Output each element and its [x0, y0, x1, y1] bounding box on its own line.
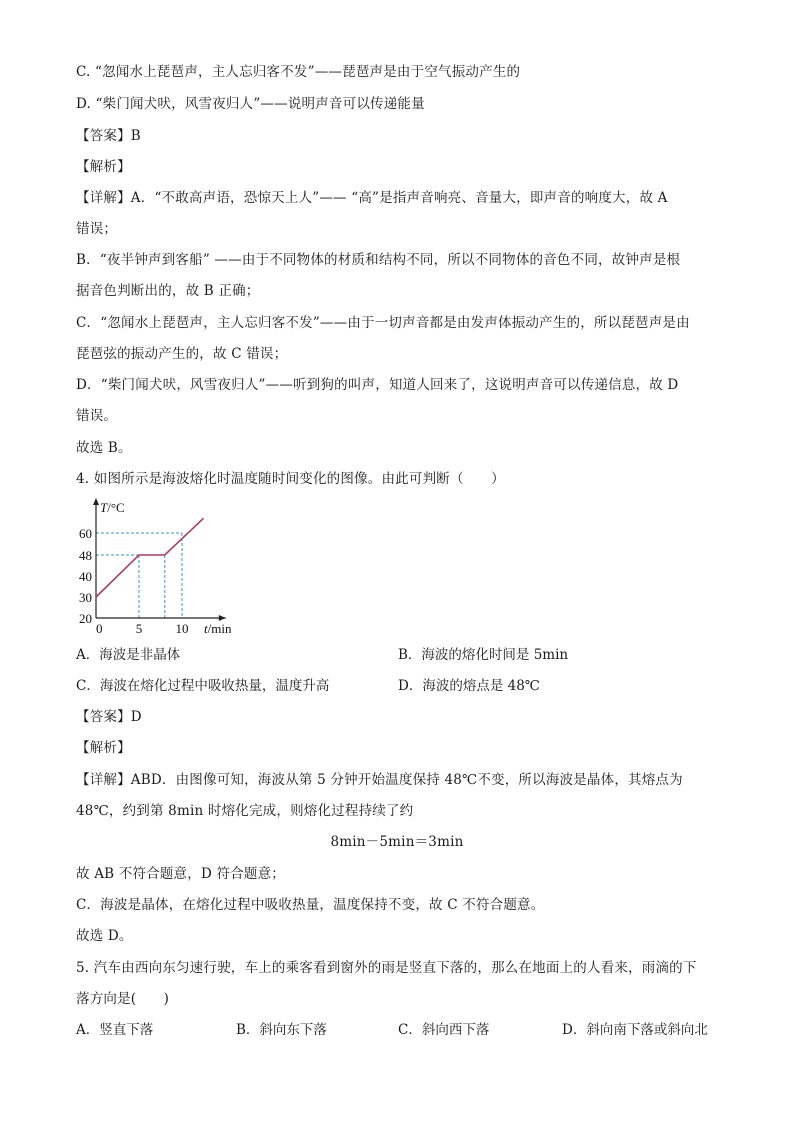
- q3-detail-line: 琵琶弦的振动产生的，故 C 错误；: [76, 346, 288, 362]
- q4-answer: 【答案】D: [76, 709, 142, 725]
- y-tick-label: 40: [79, 569, 92, 584]
- q3-detail-line: D．“柴门闻犬吠，风雪夜归人”——听到狗的叫声，知道人回来了，这说明声音可以传递信息，故 D: [76, 377, 679, 393]
- q4-detail-line: 48℃，约到第 8min 时熔化完成，则熔化过程持续了约: [76, 803, 414, 819]
- q3-analysis-heading: 【解析】: [76, 159, 131, 175]
- q4-detail-line: 【详解】ABD．由图像可知，海波从第 5 分钟开始温度保持 48℃不变，所以海波是晶体，其熔点为: [76, 772, 683, 788]
- series-line: [96, 518, 204, 597]
- q3-detail-line: 错误。: [76, 408, 118, 424]
- q5-option-c: C．斜向西下落: [398, 1022, 490, 1038]
- q3-detail-line: 错误；: [76, 221, 118, 237]
- y-tick-label: 30: [79, 590, 92, 605]
- y-axis-arrow: [93, 498, 99, 505]
- q5-option-a: A．竖直下落: [76, 1022, 154, 1038]
- y-tick-label: 20: [79, 611, 92, 626]
- q5-option-d: D．斜向南下落或斜向北: [562, 1022, 708, 1038]
- q5-question-cont: 落方向是( ): [76, 991, 170, 1007]
- q4-option-b: B．海波的熔化时间是 5min: [398, 647, 569, 663]
- q4-detail-line: 故 AB 不符合题意，D 符合题意；: [76, 866, 285, 882]
- q3-conclusion: 故选 B。: [76, 440, 132, 456]
- q4-option-a: A．海波是非晶体: [76, 647, 181, 663]
- q4-analysis-heading: 【解析】: [76, 740, 131, 756]
- x-tick-label: 5: [135, 621, 143, 636]
- q4-option-c: C．海波在熔化过程中吸收热量，温度升高: [76, 678, 330, 694]
- melting-chart: [70, 494, 250, 644]
- x-tick-label: 10: [175, 621, 189, 636]
- y-axis-label: T/°C: [100, 500, 125, 515]
- q5-question: 5. 汽车由西向东匀速行驶，车上的乘客看到窗外的雨是竖直下落的，那么在地面上的人看来，雨滴的下: [76, 960, 697, 976]
- q5-option-b: B．斜向东下落: [236, 1022, 327, 1038]
- q3-detail-line: 据音色判断出的，故 B 正确；: [76, 283, 260, 299]
- q4-option-d: D．海波的熔点是 48℃: [398, 678, 540, 694]
- q4-equation: 8min－5min＝3min: [330, 834, 464, 850]
- q3-answer: 【答案】B: [76, 128, 141, 144]
- y-tick-label: 60: [79, 526, 92, 541]
- q4-detail-line: C．海波是晶体，在熔化过程中吸收热量，温度保持不变，故 C 不符合题意。: [76, 897, 545, 913]
- q3-option-c: C. “忽闻水上琵琶声，主人忘归客不发”——琵琶声是由于空气振动产生的: [76, 64, 521, 80]
- q4-conclusion: 故选 D。: [76, 928, 133, 944]
- q3-detail-line: 【详解】A．“不敢高声语，恐惊天上人”—— “高”是指声音响亮、音量大，即声音的响度大，故 A: [76, 190, 668, 206]
- q3-option-d: D. “柴门闻犬吠，风雪夜归人”——说明声音可以传递能量: [76, 96, 425, 112]
- y-tick-label: 48: [79, 548, 92, 563]
- q3-detail-line: B．“夜半钟声到客船” ——由于不同物体的材质和结构不同，所以不同物体的音色不同，故钟声是根: [76, 252, 681, 268]
- q3-detail-line: C．“忽闻水上琵琶声，主人忘归客不发”——由于一切声音都是由发声体振动产生的，所以琵琶声是由: [76, 315, 690, 331]
- x-axis-label: t/min: [204, 621, 232, 636]
- q4-question: 4. 如图所示是海波熔化时温度随时间变化的图像。由此可判断（ ）: [76, 471, 505, 487]
- x-tick-label: 0: [96, 621, 103, 636]
